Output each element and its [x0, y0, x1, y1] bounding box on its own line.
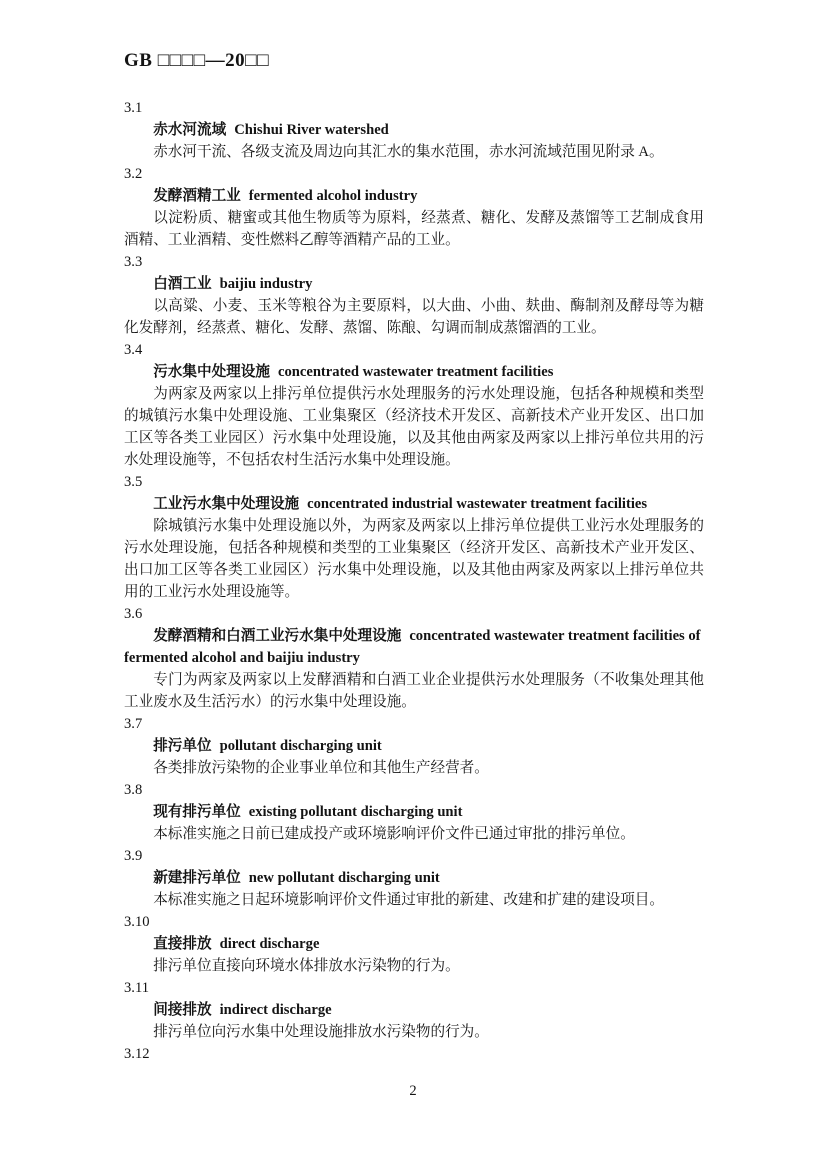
- section-number: 3.12: [124, 1046, 150, 1062]
- term-chinese: 工业污水集中处理设施: [153, 496, 300, 512]
- section-number: 3.2: [124, 166, 143, 182]
- section-3.7: [124, 713, 704, 779]
- term-chinese: 发酵酒精和白酒工业污水集中处理设施: [153, 628, 402, 644]
- term-chinese: 直接排放: [153, 936, 212, 952]
- term-english: baijiu industry: [219, 276, 313, 292]
- term-english: fermented alcohol industry: [248, 188, 418, 204]
- page-number: 2: [409, 1083, 417, 1099]
- term-english: existing pollutant discharging unit: [248, 804, 463, 820]
- doc-number: GB □□□□—20□□: [124, 50, 270, 71]
- terminology-sections: [124, 97, 704, 1065]
- term-chinese: 污水集中处理设施: [153, 364, 270, 380]
- definition-text: 以高粱、小麦、玉米等粮谷为主要原料，以大曲、小曲、麸曲、酶制剂及酵母等为糖化发酵剂，经蒸煮、糖化、发酵、蒸馏、陈酿、勾调而制成蒸馏酒的工业。: [124, 298, 704, 336]
- definition-text: 以淀粉质、糖蜜或其他生物质等为原料，经蒸煮、糖化、发酵及蒸馏等工艺制成食用酒精、工业酒精、变性燃料乙醇等酒精产品的工业。: [124, 210, 704, 248]
- section-number: 3.1: [124, 100, 143, 116]
- section-3.11: [124, 977, 704, 1043]
- term-chinese: 发酵酒精工业: [153, 188, 241, 204]
- section-3.1: [124, 97, 704, 163]
- section-number: 3.9: [124, 848, 143, 864]
- term-english: concentrated wastewater treatment facilities of fermented alcohol and baijiu industry: [124, 628, 701, 666]
- definition-text: 为两家及两家以上排污单位提供污水处理服务的污水处理设施，包括各种规模和类型的城镇污水集中处理设施、工业集聚区（经济技术开发区、高新技术产业开发区、出口加工区等各类工业园区）污水集中处理设施，以及其他由两家及两家以上排污单位共用的污水处理设施等，不包括农村生活污水集中处理设施。: [124, 386, 704, 468]
- term-chinese: 白酒工业: [153, 276, 212, 292]
- definition-text: 排污单位向污水集中处理设施排放水污染物的行为。: [153, 1024, 489, 1040]
- term-english: indirect discharge: [219, 1002, 332, 1018]
- term-line: [124, 361, 704, 383]
- section-number: 3.3: [124, 254, 143, 270]
- term-chinese: 现有排污单位: [153, 804, 241, 820]
- term-english: Chishui River watershed: [234, 122, 389, 138]
- term-english: direct discharge: [219, 936, 320, 952]
- term-line: [124, 185, 704, 207]
- section-number: 3.7: [124, 716, 143, 732]
- term-line: [124, 801, 704, 823]
- term-line: [124, 999, 704, 1021]
- term-chinese: 排污单位: [153, 738, 212, 754]
- section-number: 3.10: [124, 914, 150, 930]
- term-chinese: 间接排放: [153, 1002, 212, 1018]
- term-line: [124, 493, 704, 515]
- section-3.2: [124, 163, 704, 251]
- section-3.6: [124, 603, 704, 713]
- section-3.8: [124, 779, 704, 845]
- section-number: 3.6: [124, 606, 143, 622]
- term-chinese: 赤水河流域: [153, 122, 227, 138]
- term-english: pollutant discharging unit: [219, 738, 382, 754]
- section-3.12: [124, 1043, 704, 1065]
- term-line: [124, 119, 704, 141]
- term-line: [124, 933, 704, 955]
- definition-text: 除城镇污水集中处理设施以外，为两家及两家以上排污单位提供工业污水处理服务的污水处理设施，包括各种规模和类型的工业集聚区（经济开发区、高新技术产业开发区、出口加工区等各类工业园区）污水集中处理设施，以及其他由两家及两家以上排污单位共用的工业污水处理设施等。: [124, 518, 704, 600]
- definition-text: 专门为两家及两家以上发酵酒精和白酒工业企业提供污水处理服务（不收集处理其他工业废水及生活污水）的污水集中处理设施。: [124, 672, 704, 710]
- section-number: 3.11: [124, 980, 149, 996]
- section-3.3: [124, 251, 704, 339]
- term-english: concentrated wastewater treatment facilities: [277, 364, 554, 380]
- definition-text: 各类排放污染物的企业事业单位和其他生产经营者。: [153, 760, 489, 776]
- definition-text: 赤水河干流、各级支流及周边向其汇水的集水范围，赤水河流域范围见附录 A。: [153, 144, 664, 160]
- term-line: [124, 735, 704, 757]
- definition-text: 本标准实施之日前已建成投产或环境影响评价文件已通过审批的排污单位。: [153, 826, 635, 842]
- term-english: new pollutant discharging unit: [248, 870, 440, 886]
- section-number: 3.8: [124, 782, 143, 798]
- section-number: 3.4: [124, 342, 143, 358]
- definition-text: 排污单位直接向环境水体排放水污染物的行为。: [153, 958, 460, 974]
- definition-text: 本标准实施之日起环境影响评价文件通过审批的新建、改建和扩建的建设项目。: [153, 892, 664, 908]
- section-number: 3.5: [124, 474, 143, 490]
- term-chinese: 新建排污单位: [153, 870, 241, 886]
- section-3.10: [124, 911, 704, 977]
- section-3.4: [124, 339, 704, 471]
- term-english: concentrated industrial wastewater treatment facilities: [307, 496, 648, 512]
- term-line: [124, 625, 704, 669]
- term-line: [124, 867, 704, 889]
- term-line: [124, 273, 704, 295]
- section-3.5: [124, 471, 704, 603]
- section-3.9: [124, 845, 704, 911]
